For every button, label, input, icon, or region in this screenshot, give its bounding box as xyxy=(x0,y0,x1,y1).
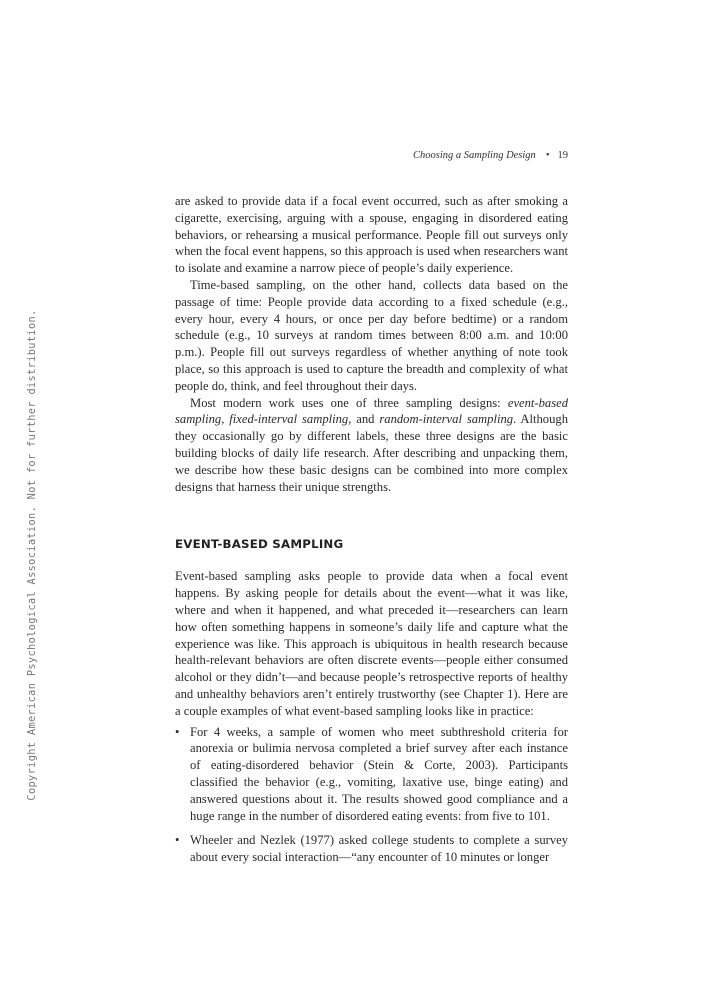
running-head-title: Choosing a Sampling Design xyxy=(413,150,536,161)
text-run: , and xyxy=(348,412,380,427)
paragraph-event-based: Event-based sampling asks people to provide data when a focal event happens. By asking people for details about the event—what it was like, where and when it happened, and what preceded it—researchers can learn how often something happens in someone’s daily life and capture what the experience was like. This approach is ubiquitous in health research because health-relevant behaviors are often discrete events—people either consumed alcohol or they didn’t—and because people’s retrospective reports of healthy and unhealthy behaviors aren’t entirely trustworthy (see Chapter 1). Here are a couple examples of what event-based sampling looks like in practice: xyxy=(175,569,568,718)
copyright-notice: Copyright American Psychological Association. Not for further distribution. xyxy=(26,309,38,801)
example-list xyxy=(175,724,568,866)
page-number: 19 xyxy=(557,150,568,161)
bullet-icon: • xyxy=(175,724,180,739)
bullet-icon: • xyxy=(175,833,180,848)
paragraph-continued: are asked to provide data if a focal event occurred, such as after smoking a cigarette, exercising, arguing with a spouse, engaging in disordered eating behaviors, or rehearsing a musical performance. People fill out surveys only when the focal event happens, so this approach is used when researchers want to isolate and examine a narrow piece of people’s daily experience. xyxy=(175,194,568,276)
term-fixed-interval: fixed-interval sampling xyxy=(229,412,349,427)
running-head-bullet: • xyxy=(545,150,550,161)
text-run: , xyxy=(221,412,230,427)
text-run: Most modern work uses one of three sampling designs: xyxy=(190,395,508,410)
paragraph-time-based: Time-based sampling, on the other hand, collects data based on the passage of time: People provide data according to a fixed schedule (e.g., every hour, every 4 hours, or once per day before bedtime) or a random schedule (e.g., 10 surveys at random times between 8:00 a.m. and 10:00 p.m.). People fill out surveys regardless of whether anything of note took place, so this approach is used to capture the breadth and complexity of what people do, think, and feel throughout their days. xyxy=(175,277,568,393)
list-item xyxy=(175,832,568,866)
copyright-sidebar xyxy=(20,309,44,801)
running-head xyxy=(175,149,568,163)
list-item-text: Wheeler and Nezlek (1977) asked college students to complete a survey about every social interaction—“any encounter of 10 minutes or longer xyxy=(190,833,568,865)
body-text xyxy=(175,193,568,874)
section-heading: EVENT-BASED SAMPLING xyxy=(175,537,344,552)
paragraph-three-designs xyxy=(175,395,568,496)
list-item xyxy=(175,724,568,825)
text-run: . Although they occasionally go by different labels, these three designs are the basic building blocks of daily life research. After describing and unpacking them, we describe how these basic designs can be combined into more complex designs that harness their unique strengths. xyxy=(175,412,568,494)
term-random-interval: random-interval sampling xyxy=(379,412,514,427)
list-item-text: For 4 weeks, a sample of women who meet subthreshold criteria for anorexia or bulimia nervosa completed a brief survey after each instance of eating-disordered behavior (Stein & Corte, 2003). Participants classified the behavior (e.g., vomiting, laxative use, binge eating) and answered questions about it. The results showed good compliance and a huge range in the number of disordered eating events: from five to 101. xyxy=(190,724,568,823)
term-event-based: event-based sampling xyxy=(175,395,568,427)
